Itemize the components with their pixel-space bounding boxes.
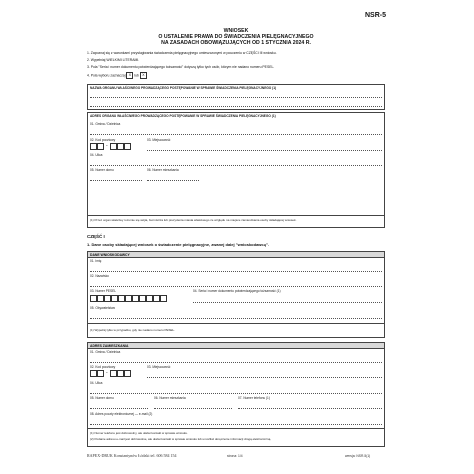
organ-name-title: NAZWA ORGANU WŁAŚCIWEGO PROWADZĄCEGO POSTĘPOWANIE W SPRAWIE ŚWIADCZENIA PIELĘGNACYJNEGO (1) — [90, 86, 277, 90]
organ-kod-cell[interactable] — [110, 143, 117, 150]
nazwisko-label: 02. Nazwisko — [90, 274, 109, 278]
kod-cell[interactable] — [117, 370, 124, 377]
organ-ulica-field[interactable] — [90, 165, 382, 166]
organ-footnote: (1) Przez organ właściwy rozumie się wójta, burmistrza lub prezydenta miasta właściwego ze względu na miejsce zamieszkania osoby składającej wniosek. — [90, 218, 297, 222]
id-doc-field[interactable] — [193, 302, 382, 303]
form-page — [77, 8, 395, 467]
telefon-field[interactable] — [238, 408, 382, 409]
kod-cell[interactable] — [97, 370, 104, 377]
part-1-subtitle: 1. Dane osoby składającej wniosek o świadczenie pielęgnacyjne, zwanej dalej "wnioskodawcą". — [87, 242, 269, 247]
dash-separator: - — [106, 370, 108, 376]
organ-kod-cell[interactable] — [97, 143, 104, 150]
nr-mieszkania-label: 06. Numer mieszkania — [154, 396, 186, 400]
id-doc-label: 04. Seria i numer dokumentu potwierdzającego tożsamość (1) — [193, 289, 281, 293]
nr-domu-field[interactable] — [90, 408, 148, 409]
pesel-cell[interactable] — [139, 295, 146, 302]
dash-separator: - — [106, 143, 108, 149]
kod-cell[interactable] — [110, 370, 117, 377]
part-1-title: CZĘŚĆ I — [87, 234, 105, 239]
organ-nr-mieszkania-label: 06. Numer mieszkania — [147, 168, 179, 172]
organ-address-title: ADRES ORGANU WŁAŚCIWEGO PROWADZĄCEGO POSTĘPOWANIE W SPRAWIE ŚWIADCZENIA PIELĘGNACYJNEGO (1) — [90, 114, 276, 118]
address-section — [87, 349, 385, 447]
pesel-cell[interactable] — [104, 295, 111, 302]
ulica-label: 04. Ulica — [90, 381, 103, 385]
pesel-cell[interactable] — [125, 295, 132, 302]
imie-label: 01. Imię — [90, 259, 102, 263]
checkbox-example-x-2: X — [140, 72, 147, 79]
gmina-field[interactable] — [90, 362, 382, 363]
obywatelstwo-label: 05. Obywatelstwo — [90, 306, 116, 310]
organ-miejscowosc-field[interactable] — [147, 150, 382, 151]
imie-field[interactable] — [90, 271, 382, 272]
kod-cell[interactable] — [90, 370, 97, 377]
instruction-4-text: 4. Pola wyboru zaznaczaj — [87, 73, 126, 78]
organ-gmina-field[interactable] — [90, 134, 382, 135]
form-title-line2: O USTALENIE PRAWA DO ŚWIADCZENIA PIELĘGNACYJNEGO — [158, 34, 314, 40]
form-title: WNIOSEK — [223, 28, 249, 34]
instruction-2: 2. Wypełniaj WIELKIMI LITERAMI. — [87, 58, 140, 62]
applicant-footnote: (1) Wypełnij tylko w przypadku, gdy nie nadano numeru PESEL. — [90, 328, 176, 332]
address-header: ADRES ZAMIESZKANIA — [87, 342, 385, 349]
form-title-line3: NA ZASADACH OBOWIĄZUJĄCYCH OD 1 STYCZNIA 2024 R. — [161, 40, 311, 46]
divider — [88, 428, 385, 429]
gmina-label: 01. Gmina / Dzielnica — [90, 350, 121, 354]
organ-name-section — [87, 84, 385, 110]
pesel-cell[interactable] — [153, 295, 160, 302]
organ-nr-mieszkania-field[interactable] — [147, 180, 199, 181]
organ-ulica-label: 04. Ulica — [90, 153, 103, 157]
checkbox-example-x: X — [126, 72, 133, 79]
organ-name-field[interactable] — [90, 97, 382, 98]
organ-nr-domu-label: 05. Numer domu — [90, 168, 114, 172]
organ-kod-label: 02. Kod pocztowy — [90, 138, 116, 142]
kod-cell[interactable] — [124, 370, 131, 377]
email-field[interactable] — [90, 424, 382, 425]
footer-page: strona: 1/4 — [227, 454, 243, 458]
form-code: NSR-5 — [365, 12, 387, 19]
pesel-label: 03. Numer PESEL — [90, 289, 117, 293]
pesel-cell[interactable] — [111, 295, 118, 302]
organ-miejscowosc-label: 03. Miejscowość — [147, 138, 171, 142]
nazwisko-field[interactable] — [90, 286, 382, 287]
instruction-1: 1. Zapoznaj się z warunkami przysługiwania świadczenia pielęgnacyjnego umieszczonymi w pouczeniu w CZĘŚCI III wniosku. — [87, 51, 277, 55]
pesel-cell[interactable] — [97, 295, 104, 302]
nr-mieszkania-field[interactable] — [154, 408, 232, 409]
telefon-label: 07. Numer telefonu (1) — [238, 396, 270, 400]
applicant-data-header: DANE WNIOSKODAWCY — [87, 251, 385, 258]
miejscowosc-label: 03. Miejscowość — [147, 365, 171, 369]
divider — [88, 323, 385, 324]
footer-version: wersja: NSR-5(1) — [345, 454, 371, 458]
instruction-4 — [87, 72, 147, 79]
pesel-cell[interactable] — [90, 295, 97, 302]
organ-kod-cell[interactable] — [117, 143, 124, 150]
pesel-cell[interactable] — [118, 295, 125, 302]
organ-nr-domu-field[interactable] — [90, 180, 142, 181]
footer-publisher: RAPEX-DRUK Konstantynów Łódzki tel. 606 584 154 — [87, 453, 177, 458]
pesel-cell[interactable] — [132, 295, 139, 302]
address-footnote-1: (1) Numer telefonu jest dobrowolny, ale ułatwi kontakt w sprawie wniosku. — [90, 431, 188, 435]
pesel-cell[interactable] — [146, 295, 153, 302]
organ-kod-cell[interactable] — [90, 143, 97, 150]
email-label: 08. Adres poczty elektronicznej — e-mail (2) — [90, 412, 153, 416]
instruction-3: 3. Pola "Seria i numer dokumentu potwierdzającego tożsamość" dotyczą tylko tych osób, którym nie nadano numeru PESEL. — [87, 65, 275, 69]
organ-gmina-label: 01. Gmina / Dzielnica — [90, 122, 121, 126]
miejscowosc-field[interactable] — [147, 377, 382, 378]
organ-name-field-2[interactable] — [90, 106, 382, 107]
organ-kod-cell[interactable] — [124, 143, 131, 150]
nr-domu-label: 05. Numer domu — [90, 396, 114, 400]
obywatelstwo-field[interactable] — [90, 318, 382, 319]
ulica-field[interactable] — [90, 393, 382, 394]
divider — [88, 215, 385, 216]
organ-address-section — [87, 112, 385, 228]
kod-label: 02. Kod pocztowy — [90, 365, 116, 369]
pesel-cell[interactable] — [160, 295, 167, 302]
instruction-or: lub — [134, 73, 139, 78]
applicant-data-section — [87, 258, 385, 338]
address-footnote-2: (2) Podanie adresu e-mail jest dobrowolne, ale ułatwi kontakt w sprawie wniosku lub umożliwi doręczenie informacji drogą elektroniczną. — [90, 437, 272, 441]
